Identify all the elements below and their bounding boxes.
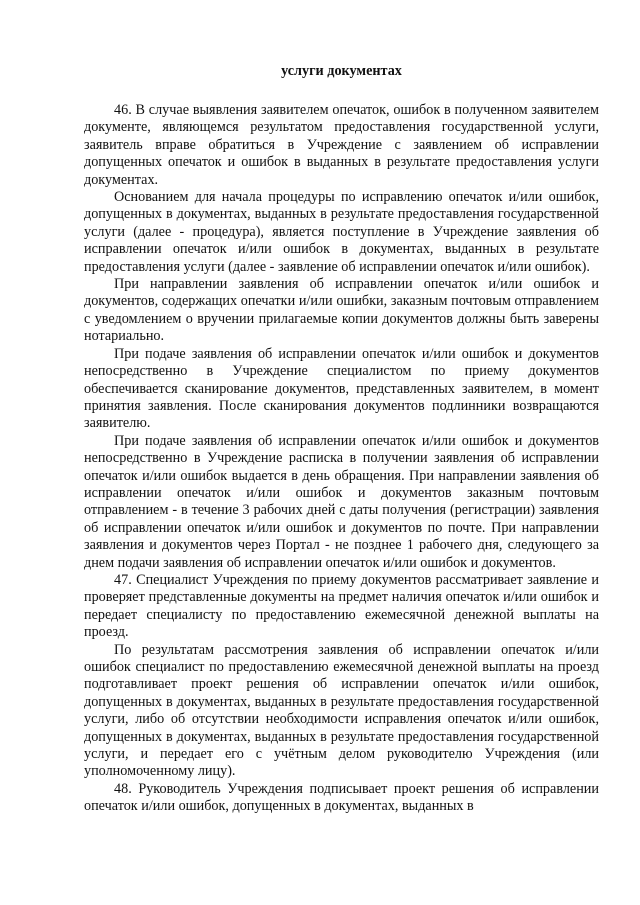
paragraph-47: 47. Специалист Учреждения по приему документов рассматривает заявление и проверяет представленные документы на предмет наличия опечаток и/или ошибок и передает специалисту по предоставлению ежемесячной денежной выплаты на проезд. — [84, 571, 599, 641]
paragraph-procedure-basis: Основанием для начала процедуры по исправлению опечаток и/или ошибок, допущенных в документах, выданных в результате предоставления государственной услуги (далее - процедура), является поступление в Учреждение заявления об исправлении опечаток и/или ошибок в документах, выданных в результате предоставления услуги (далее - заявление об исправлении опечаток и/или ошибок). — [84, 189, 599, 275]
paragraph-review-results: По результатам рассмотрения заявления об исправлении опечаток и/или ошибок специалист по предоставлению ежемесячной денежной выплаты на проезд подготавливает проект решения об исправлении опечаток и/или ошибок, допущенных в документах, выданных в результате предоставления государственной услуги, либо об отсутствии необходимости исправления опечаток и/или ошибок, допущенных в документах, выданных в результате предоставления государственной услуги, и передает его с учётным делом руководителю Учреждения (или уполномоченному лицу). — [84, 641, 599, 780]
section-heading: услуги документах — [281, 63, 402, 79]
paragraph-mail-submission: При направлении заявления об исправлении опечаток и/или ошибок и документов, содержащих опечатки и/или ошибки, заказным почтовым отправлением с уведомлением о вручении прилагаемые копии документов должны быть заверены нотариально. — [84, 276, 599, 345]
paragraph-48: 48. Руководитель Учреждения подписывает проект решения об исправлении опечаток и/или ошибок, допущенных в документах, выданных в — [84, 780, 599, 815]
paragraph-direct-submission: При подаче заявления об исправлении опечаток и/или ошибок и документов непосредственно в Учреждение специалистом по приему документов обеспечивается сканирование документов, представленных заявителем, в момент принятия заявления. После сканирования документов подлинники возвращаются заявителю. — [84, 345, 599, 432]
document-page — [84, 62, 599, 816]
paragraph-46: 46. В случае выявления заявителем опечаток, ошибок в полученном заявителем документе, являющемся результатом предоставления государственной услуги, заявитель вправе обратиться в Учреждение с заявлением об исправлении допущенных опечаток и ошибок в выданных в результате предоставления услуги документах. — [84, 102, 599, 188]
paragraph-receipt: При подаче заявления об исправлении опечаток и/или ошибок и документов непосредственно в Учреждение расписка в получении заявления об исправлении опечаток и/или ошибок выдается в день обращения. При направлении заявления об исправлении опечаток и/или ошибок и документов заказным почтовым отправлением - в течение 3 рабочих дней с даты получения (регистрации) заявления об исправлении опечаток и/или ошибок и документов по почте. При направлении заявления и документов через Портал - не позднее 1 рабочего дня, следующего за днем подачи заявления об исправлении опечаток и/или ошибок и документов. — [84, 432, 599, 571]
